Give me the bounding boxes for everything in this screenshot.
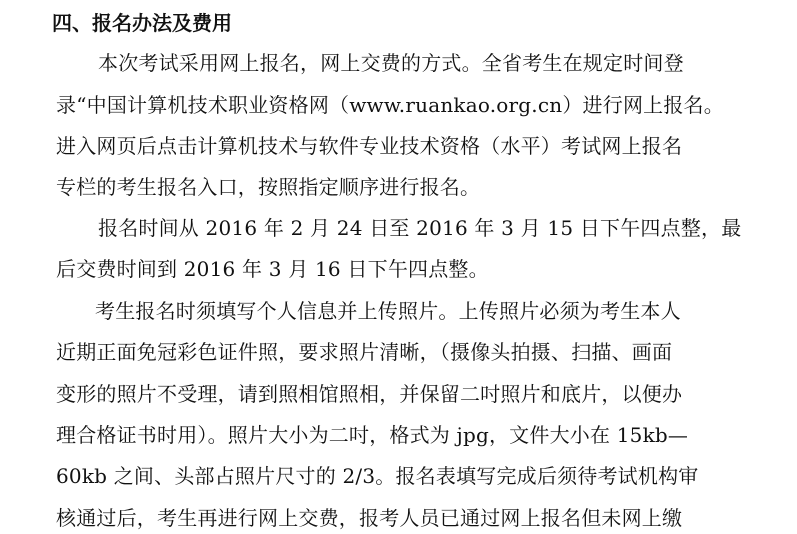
paragraph-line: 后交费时间到 2016 年 3 月 16 日下午四点整。 <box>56 257 489 281</box>
paragraph-line: 变形的照片不受理，请到照相馆照相，并保留二吋照片和底片，以便办 <box>56 382 683 406</box>
paragraph-line: 核通过后，考生再进行网上交费，报考人员已通过网上报名但未网上缴 <box>56 506 683 530</box>
paragraph-line: 进入网页后点击计算机技术与软件专业技术资格（水平）考试网上报名 <box>56 134 683 158</box>
paragraph-line: 本次考试采用网上报名，网上交费的方式。全省考生在规定时间登 <box>98 51 684 75</box>
section-heading: 四、报名办法及费用 <box>52 11 232 35</box>
paragraph-line: 报名时间从 2016 年 2 月 24 日至 2016 年 3 月 15 日下午四点整，最 <box>98 216 742 240</box>
paragraph-line: 理合格证书时用）。照片大小为二吋，格式为 jpg，文件大小在 15kb— <box>56 423 689 447</box>
paragraph-line: 录“中国计算机技术职业资格网（www.ruankao.org.cn）进行网上报名。 <box>56 93 724 117</box>
paragraph-line: 专栏的考生报名入口，按照指定顺序进行报名。 <box>56 175 481 199</box>
paragraph-line: 考生报名时须填写个人信息并上传照片。上传照片必须为考生本人 <box>95 299 681 323</box>
paragraph-line: 近期正面免冠彩色证件照，要求照片清晰，（摄像头拍摄、扫描、画面 <box>56 340 673 364</box>
paragraph-line: 60kb 之间、头部占照片尺寸的 2/3。报名表填写完成后须待考试机构审 <box>56 464 699 488</box>
